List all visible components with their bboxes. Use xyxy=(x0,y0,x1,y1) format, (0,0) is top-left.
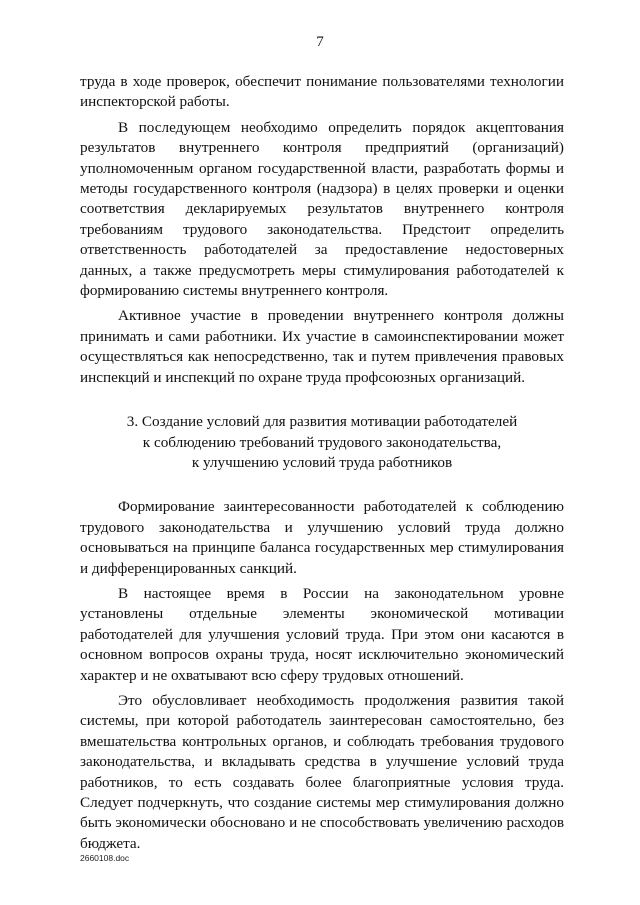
section-heading-line: 3. Создание условий для развития мотивации работодателей xyxy=(126,413,518,431)
section-heading-line: к улучшению условий труда работников xyxy=(191,453,453,471)
paragraph: Формирование заинтересованности работодателей к соблюдению трудового законодательства и улучшению условий труда должно основываться на принципе баланса государственных мер стимулирования и дифференцированных санкций. xyxy=(80,498,564,577)
section-heading-line: к соблюдению требований трудового законодательства, xyxy=(142,433,502,451)
paragraph: В настоящее время в России на законодательном уровне установлены отдельные элементы экономической мотивации работодателей для улучшения условий труда. При этом они касаются в основном вопросов охраны труда, носят исключительно экономический характер и не охватывают всю сферу трудовых отношений. xyxy=(80,584,564,684)
paragraph: В последующем необходимо определить порядок акцептования результатов внутреннего контроля предприятий (организаций) уполномоченным органом государственной власти, разработать формы и методы государственного контроля (надзора) в целях проверки и оценки соответствия декларируемых результатов внутреннего контроля требованиям трудового законодательства. Предстоит определить ответственность работодателей за предоставление недостоверных данных, а также предусмотреть меры стимулирования работодателей к формированию системы внутреннего контроля. xyxy=(80,118,564,300)
paragraph-continuation: труда в ходе проверок, обеспечит понимание пользователями технологии инспекторской работы. xyxy=(80,73,564,111)
paragraph: Активное участие в проведении внутреннего контроля должны принимать и сами работники. Их участие в самоинспектировании может осуществляться как непосредственно, так и путем привлечения правовых инспекций и инспекций по охране труда профсоюзных организаций. xyxy=(80,307,564,386)
document-body xyxy=(80,72,564,854)
paragraph: Это обусловливает необходимость продолжения развития такой системы, при которой работодатель заинтересован самостоятельно, без вмешательства контрольных органов, и соблюдать требования трудового законодательства, и вкладывать средства в улучшение условий труда работников, то есть создавать более благоприятные условия труда. Следует подчеркнуть, что создание системы мер стимулирования должно быть экономически обосновано и не способствовать увеличению расходов бюджета. xyxy=(80,691,564,852)
footer-filename: 2660108.doc xyxy=(80,853,130,863)
section-heading xyxy=(80,412,564,473)
page-number: 7 xyxy=(316,34,324,50)
